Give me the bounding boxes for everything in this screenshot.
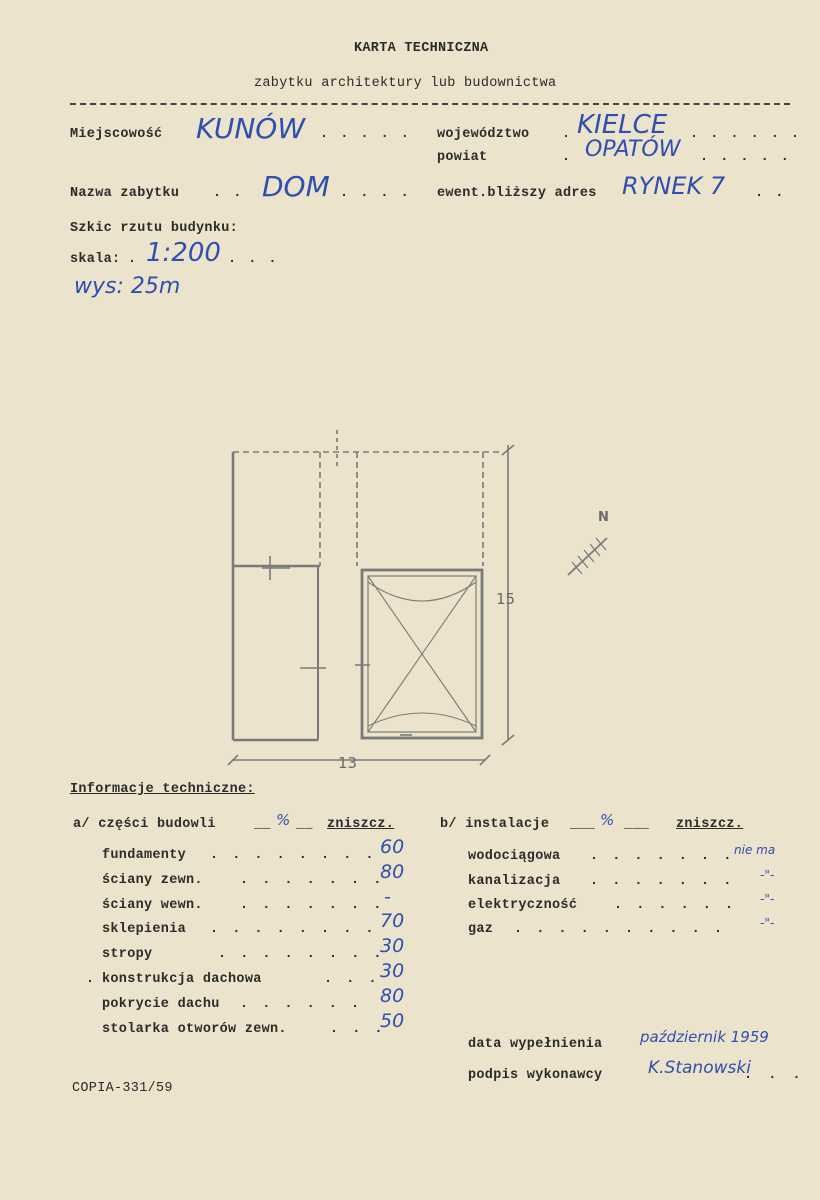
a-zniszcz: zniszcz. <box>327 817 395 832</box>
a-item-dots: . . . <box>330 1022 386 1037</box>
a-item-dots: . . . . . . . . <box>210 848 377 863</box>
a-item-label: sklepienia <box>102 922 187 937</box>
sketch-width-dimension: 13 <box>338 754 358 772</box>
b-item-value: -"- <box>760 916 775 930</box>
nazwa-dots-pre: . . <box>213 186 244 201</box>
b-item-dots: . . . . . . . . . . <box>514 922 725 937</box>
signature: K.Stanowski <box>648 1058 751 1078</box>
szkic-label: Szkic rzutu budynku: <box>70 221 239 236</box>
skala-dots-pre: . <box>128 252 139 267</box>
adres-label: ewent.bliższy adres <box>437 186 597 201</box>
nazwa-dots: . . . . <box>340 186 411 201</box>
skala-label: skala: <box>70 252 121 267</box>
a-item-dots: . . . <box>324 972 380 987</box>
nazwa-label: Nazwa zabytku <box>70 186 180 201</box>
podpis-dots: . . . <box>744 1068 805 1083</box>
b-item-value: -"- <box>760 868 775 882</box>
skala-dots: . . . <box>228 252 279 267</box>
b-item-dots: . . . . . . . <box>590 849 735 864</box>
a-item-label: ściany wewn. <box>102 898 203 913</box>
a-item-value: 30 <box>380 935 405 957</box>
b-item-label: gaz <box>468 922 494 937</box>
wojewodztwo-dots-pre: . <box>562 127 573 142</box>
wojewodztwo-dots: . . . . . . <box>690 127 802 142</box>
document-title: KARTA TECHNICZNA <box>354 41 489 56</box>
a-item-label: fundamenty <box>102 848 187 863</box>
a-item-label: ściany zewn. <box>102 873 203 888</box>
a-heading: a/ części budowli <box>73 817 216 832</box>
adres-dots: . . <box>755 186 786 201</box>
nazwa-value: DOM <box>262 170 330 203</box>
info-heading: Informacje techniczne: <box>70 782 255 797</box>
a-item-label: stropy <box>102 947 153 962</box>
sketch-length-dimension: 15 <box>496 590 516 608</box>
a-percent: % <box>276 811 291 829</box>
powiat-label: powiat <box>437 150 488 165</box>
b-percent: % <box>600 811 615 829</box>
a-item-dots: . . . . . . <box>240 997 363 1012</box>
a-item-label: stolarka otworów zewn. <box>102 1022 287 1037</box>
b-heading-rule-2: ___ <box>624 817 650 832</box>
b-zniszcz: zniszcz. <box>676 817 744 832</box>
a-item-label: konstrukcja dachowa <box>102 972 262 987</box>
powiat-dots: . . . . . <box>700 150 791 165</box>
skala-value: 1:200 <box>146 238 221 268</box>
powiat-dots-pre: . <box>562 150 573 165</box>
a-item-dots: . . . . . . . . <box>218 947 385 962</box>
a-heading-rule-1: __ <box>254 817 271 832</box>
b-heading: b/ instalacje <box>440 817 550 832</box>
b-item-label: wodociągowa <box>468 849 561 864</box>
b-item-value: -"- <box>760 892 775 906</box>
a-item-value: - <box>384 886 391 908</box>
b-heading-rule-1: ___ <box>570 817 596 832</box>
wojewodztwo-value: KIELCE <box>577 110 668 140</box>
b-item-dots: . . . . . . . <box>590 874 735 889</box>
b-item-label: kanalizacja <box>468 874 561 889</box>
a-item-dots: . . . . . . . . <box>210 922 377 937</box>
a-item-dots-pre: . <box>86 972 97 987</box>
b-item-label: elektryczność <box>468 898 578 913</box>
powiat-value: OPATÓW <box>585 137 681 162</box>
a-item-value: 70 <box>380 910 405 932</box>
document-subtitle: zabytku architektury lub budownictwa <box>254 76 557 91</box>
data-label: data wypełnienia <box>468 1037 603 1052</box>
a-item-value: 80 <box>380 985 405 1007</box>
north-label: N <box>598 510 609 525</box>
adres-value: RYNEK 7 <box>622 172 726 200</box>
miejscowosc-value: KUNÓW <box>196 112 306 145</box>
a-item-label: pokrycie dachu <box>102 997 220 1012</box>
miejscowosc-dots: . . . . . <box>320 127 411 142</box>
a-heading-rule-2: __ <box>296 817 313 832</box>
wys-value: wys: 25m <box>74 274 181 299</box>
b-item-dots: . . . . . . <box>614 898 737 913</box>
miejscowosc-label: Miejscowość <box>70 127 163 142</box>
copia-reference: COPIA-331/59 <box>72 1081 173 1096</box>
podpis-label: podpis wykonawcy <box>468 1068 603 1083</box>
b-item-value: nie ma <box>734 843 776 857</box>
a-item-value: 80 <box>380 861 405 883</box>
a-item-value: 50 <box>380 1010 405 1032</box>
wojewodztwo-label: województwo <box>437 127 530 142</box>
a-item-value: 30 <box>380 960 405 982</box>
data-value: październik 1959 <box>640 1028 769 1046</box>
a-item-dots: . . . . . . . <box>240 873 385 888</box>
a-item-value: 60 <box>380 836 405 858</box>
a-item-dots: . . . . . . . <box>240 898 385 913</box>
